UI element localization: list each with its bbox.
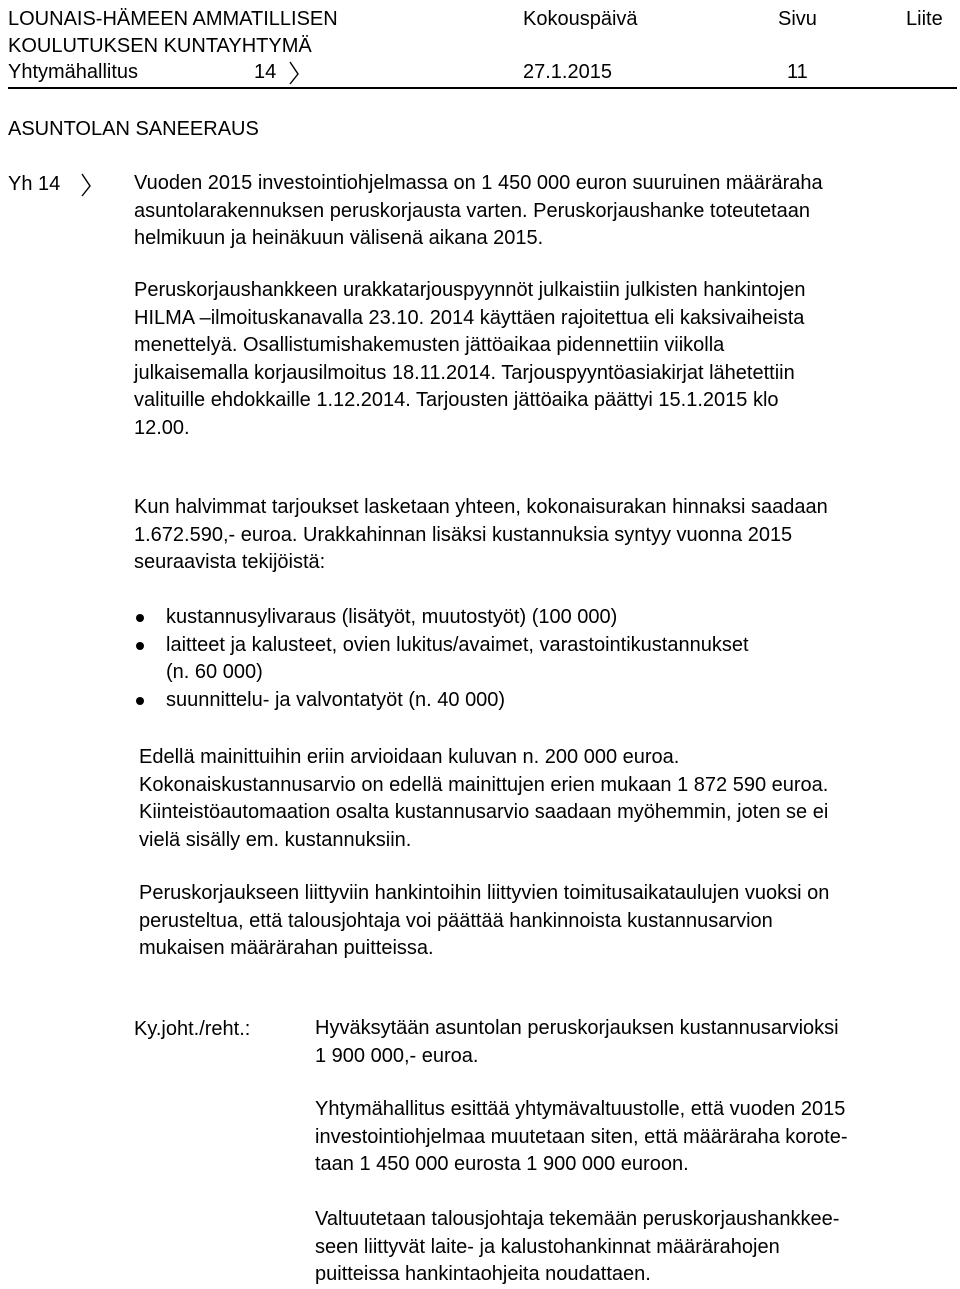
proposal-paragraph-1	[315, 1015, 839, 1070]
item-number: 14	[254, 61, 277, 83]
text-line: perusteltua, että talousjohtaja voi päättää hankinnoista kustannusarvion	[139, 909, 773, 932]
text-line: Kokonaiskustannusarvio on edellä mainittujen erien mukaan 1 872 590 euroa.	[139, 773, 829, 796]
proposal-paragraph-2	[315, 1096, 848, 1179]
text-line: helmikuun ja heinäkuun välisenä aikana 2015.	[134, 227, 544, 249]
proposal-paragraph-3	[315, 1206, 839, 1289]
text-line: asuntolarakennuksen peruskorjausta varten. Peruskorjaushanke toteutetaan	[134, 199, 810, 222]
proposal-label: Ky.joht./reht.:	[134, 1018, 251, 1040]
text-line: vielä sisälly em. kustannuksiin.	[139, 828, 412, 851]
paragraph-sign-icon	[287, 60, 301, 86]
cost-items-list	[134, 604, 749, 714]
text-line: menettelyä. Osallistumishakemusten jättöaikaa pidennettiin viikolla	[134, 334, 725, 356]
text-line: Peruskorjaukseen liittyviin hankintoihin liittyvien toimitusaikataulujen vuoksi on	[139, 882, 830, 904]
text-line: suunnittelu- ja valvontatyöt (n. 40 000)	[166, 688, 506, 711]
text-line: Kiinteistöautomaation osalta kustannusarvio saadaan myöhemmin, joten se ei	[139, 801, 829, 823]
page-number: 11	[787, 61, 808, 83]
text-line: mukaisen määrärahan puitteissa.	[139, 937, 434, 959]
text-line: Kun halvimmat tarjoukset lasketaan yhteen, kokonaisurakan hinnaksi saadaan	[134, 496, 828, 518]
text-line: laitteet ja kalusteet, ovien lukitus/avaimet, varastointikustannukset	[166, 633, 749, 656]
text-line: Vuoden 2015 investointiohjelmassa on 1 450 000 euron suuruinen määräraha	[134, 172, 823, 194]
text-line: puitteissa hankintaohjeita noudattaen.	[315, 1263, 651, 1285]
estimate-paragraph	[139, 744, 828, 854]
paragraph-sign-icon-2	[79, 172, 93, 198]
section-title: ASUNTOLAN SANEERAUS	[8, 118, 259, 140]
header-divider	[8, 87, 957, 89]
text-line: kustannusylivaraus (lisätyöt, muutostyöt) (100 000)	[166, 606, 618, 628]
text-line: (n. 60 000)	[166, 661, 263, 683]
bullet-icon	[136, 642, 144, 650]
list-item	[134, 604, 749, 632]
text-line: Valtuutetaan talousjohtaja tekemään peruskorjaushankkee-	[315, 1208, 840, 1230]
text-line: valituille ehdokkaille 1.12.2014. Tarjousten jättöaika päättyi 15.1.2015 klo	[134, 389, 779, 411]
text-line: Yhtymähallitus esittää yhtymävaltuustolle, että vuoden 2015	[315, 1098, 846, 1120]
text-line: 1 900 000,- euroa.	[315, 1044, 479, 1067]
text-line: investointiohjelmaa muutetaan siten, että määräraha korote-	[315, 1125, 848, 1148]
schedule-paragraph	[139, 880, 829, 963]
attachment-label: Liite	[906, 8, 943, 30]
text-line: seen liittyvät laite- ja kalustohankinnat määrärahojen	[315, 1235, 780, 1258]
list-item	[134, 632, 749, 687]
text-line: seuraavista tekijöistä:	[134, 551, 326, 573]
governing-body: Yhtymähallitus	[8, 61, 139, 83]
text-line: Edellä mainittuihin eriin arvioidaan kuluvan n. 200 000 euroa.	[139, 746, 680, 768]
list-item	[134, 687, 749, 715]
text-line: HILMA –ilmoituskanavalla 23.10. 2014 käyttäen rajoitettua eli kaksivaiheista	[134, 306, 805, 329]
page-label: Sivu	[778, 8, 817, 30]
item-reference: Yh 14	[8, 173, 61, 195]
procurement-paragraph	[134, 277, 806, 442]
meeting-date: 27.1.2015	[523, 61, 612, 83]
bullet-icon	[136, 697, 144, 705]
text-line: Hyväksytään asuntolan peruskorjauksen kustannusarvioksi	[315, 1017, 839, 1039]
text-line: julkaisemalla korjausilmoitus 18.11.2014. Tarjouspyyntöasiakirjat lähetettiin	[134, 361, 795, 384]
text-line: taan 1 450 000 eurosta 1 900 000 euroon.	[315, 1153, 689, 1175]
text-line: 1.672.590,- euroa. Urakkahinnan lisäksi kustannuksia syntyy vuonna 2015	[134, 523, 793, 546]
org-name-line2: KOULUTUKSEN KUNTAYHTYMÄ	[8, 35, 312, 57]
intro-paragraph	[134, 170, 823, 253]
meeting-date-label: Kokouspäivä	[523, 8, 638, 30]
bullet-icon	[136, 614, 144, 622]
text-line: Peruskorjaushankkeen urakkatarjouspyynnöt julkaistiin julkisten hankintojen	[134, 279, 806, 301]
costs-paragraph	[134, 494, 828, 577]
text-line: 12.00.	[134, 416, 190, 439]
org-name-line1: LOUNAIS-HÄMEEN AMMATILLISEN	[8, 8, 338, 30]
